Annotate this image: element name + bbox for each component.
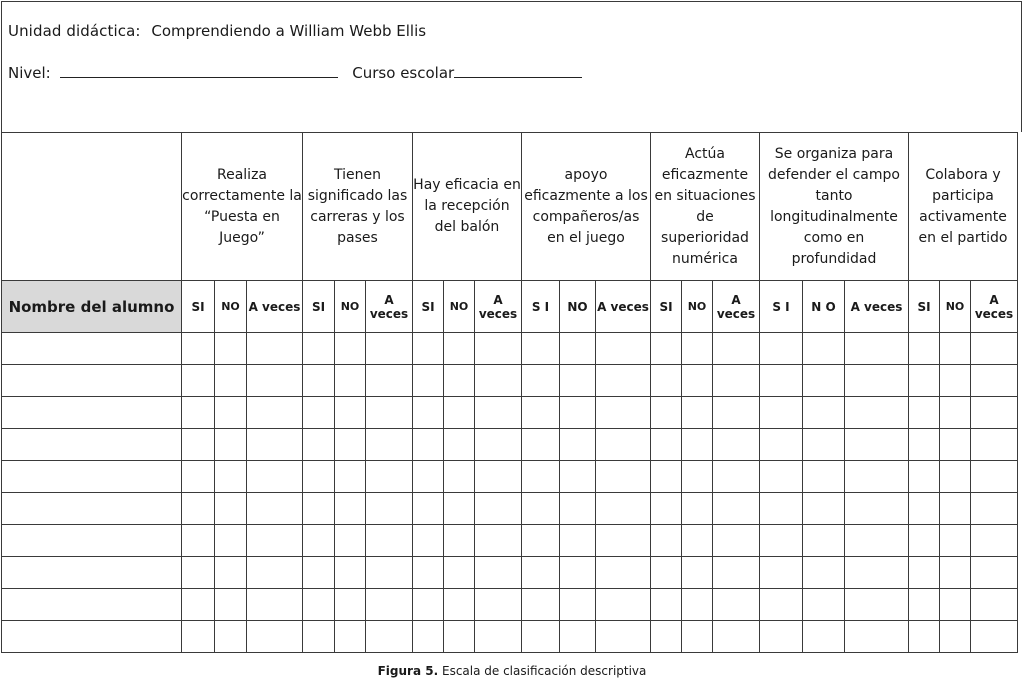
rating-cell[interactable] [845, 589, 909, 621]
option-a-veces: A veces [475, 281, 522, 333]
rating-cell[interactable] [335, 429, 366, 461]
student-name-cell[interactable] [2, 589, 182, 621]
rating-cell[interactable] [335, 365, 366, 397]
student-name-cell[interactable] [2, 461, 182, 493]
rating-cell[interactable] [215, 429, 247, 461]
criterion-header: Se organiza para defender el campo tanto longitudinalmente como en profundidad [760, 133, 909, 281]
rating-cell[interactable] [909, 429, 940, 461]
rating-cell[interactable] [651, 365, 682, 397]
rating-cell[interactable] [182, 525, 215, 557]
criterion-header: Tienen significado las carreras y los pases [303, 133, 413, 281]
rating-cell[interactable] [596, 557, 651, 589]
rating-cell[interactable] [909, 557, 940, 589]
rating-cell[interactable] [215, 333, 247, 365]
rating-cell[interactable] [444, 461, 475, 493]
rating-cell[interactable] [803, 589, 845, 621]
rating-cell[interactable] [596, 589, 651, 621]
student-name-cell[interactable] [2, 557, 182, 589]
rating-cell[interactable] [971, 525, 1018, 557]
rating-cell[interactable] [760, 333, 803, 365]
rating-cell[interactable] [971, 589, 1018, 621]
student-rows [2, 333, 1018, 653]
options-header-row [2, 281, 1018, 333]
student-row [2, 429, 1018, 461]
rating-cell[interactable] [366, 621, 413, 653]
rating-cell[interactable] [247, 493, 303, 525]
rating-cell[interactable] [940, 621, 971, 653]
rating-cell[interactable] [444, 333, 475, 365]
rating-cell[interactable] [971, 397, 1018, 429]
rating-cell[interactable] [522, 589, 560, 621]
option-a-veces: A veces [366, 281, 413, 333]
option-si: S I [760, 281, 803, 333]
student-row [2, 589, 1018, 621]
rating-cell[interactable] [760, 461, 803, 493]
rating-cell[interactable] [522, 365, 560, 397]
option-a-veces: A veces [845, 281, 909, 333]
rating-cell[interactable] [940, 589, 971, 621]
rating-cell[interactable] [247, 461, 303, 493]
rating-cell[interactable] [596, 525, 651, 557]
rating-cell[interactable] [940, 333, 971, 365]
rating-cell[interactable] [247, 365, 303, 397]
rating-cell[interactable] [713, 493, 760, 525]
rating-cell[interactable] [182, 461, 215, 493]
rating-cell[interactable] [303, 621, 335, 653]
rating-cell[interactable] [247, 621, 303, 653]
rating-cell[interactable] [651, 557, 682, 589]
rating-cell[interactable] [215, 493, 247, 525]
rating-cell[interactable] [651, 525, 682, 557]
rating-cell[interactable] [940, 557, 971, 589]
rating-cell[interactable] [475, 365, 522, 397]
rating-cell[interactable] [560, 365, 596, 397]
rating-scale-table [1, 132, 1018, 653]
rating-cell[interactable] [182, 333, 215, 365]
rating-cell[interactable] [475, 333, 522, 365]
rating-cell[interactable] [596, 365, 651, 397]
rating-cell[interactable] [713, 429, 760, 461]
frame-right-border [1021, 1, 1022, 132]
rating-cell[interactable] [182, 365, 215, 397]
rating-cell[interactable] [713, 333, 760, 365]
rating-cell[interactable] [682, 397, 713, 429]
rating-cell[interactable] [413, 429, 444, 461]
rating-cell[interactable] [760, 493, 803, 525]
rating-cell[interactable] [247, 557, 303, 589]
rating-cell[interactable] [215, 365, 247, 397]
unidad-value: Comprendiendo a William Webb Ellis [151, 22, 427, 40]
rating-cell[interactable] [303, 557, 335, 589]
rating-cell[interactable] [444, 397, 475, 429]
rating-cell[interactable] [366, 429, 413, 461]
rating-cell[interactable] [303, 429, 335, 461]
option-a-veces: A veces [247, 281, 303, 333]
rating-cell[interactable] [971, 621, 1018, 653]
rating-cell[interactable] [803, 397, 845, 429]
rating-cell[interactable] [651, 493, 682, 525]
rating-cell[interactable] [303, 365, 335, 397]
rating-cell[interactable] [303, 525, 335, 557]
rating-cell[interactable] [522, 429, 560, 461]
rating-cell[interactable] [522, 621, 560, 653]
option-si: SI [651, 281, 682, 333]
rating-cell[interactable] [651, 333, 682, 365]
rating-cell[interactable] [560, 461, 596, 493]
rating-cell[interactable] [182, 621, 215, 653]
option-no: N O [803, 281, 845, 333]
rating-cell[interactable] [303, 493, 335, 525]
rating-cell[interactable] [803, 365, 845, 397]
rating-cell[interactable] [475, 493, 522, 525]
rating-cell[interactable] [909, 493, 940, 525]
rating-cell[interactable] [413, 621, 444, 653]
rating-cell[interactable] [596, 493, 651, 525]
rating-cell[interactable] [444, 525, 475, 557]
rating-cell[interactable] [560, 429, 596, 461]
unidad-line [8, 22, 426, 40]
rating-cell[interactable] [713, 589, 760, 621]
rating-cell[interactable] [845, 493, 909, 525]
rating-cell[interactable] [182, 397, 215, 429]
rating-cell[interactable] [475, 621, 522, 653]
rating-cell[interactable] [475, 589, 522, 621]
option-si: SI [303, 281, 335, 333]
rating-cell[interactable] [335, 333, 366, 365]
rating-cell[interactable] [182, 557, 215, 589]
rating-cell[interactable] [803, 557, 845, 589]
rating-cell[interactable] [713, 397, 760, 429]
rating-cell[interactable] [803, 621, 845, 653]
rating-cell[interactable] [760, 589, 803, 621]
rating-cell[interactable] [845, 365, 909, 397]
blank-corner-cell [2, 133, 182, 281]
student-row [2, 557, 1018, 589]
rating-cell[interactable] [475, 429, 522, 461]
rating-cell[interactable] [215, 621, 247, 653]
rating-cell[interactable] [522, 525, 560, 557]
rating-cell[interactable] [413, 589, 444, 621]
rating-cell[interactable] [335, 621, 366, 653]
rating-cell[interactable] [522, 461, 560, 493]
rating-cell[interactable] [522, 557, 560, 589]
rating-cell[interactable] [682, 557, 713, 589]
option-no: NO [444, 281, 475, 333]
student-row [2, 525, 1018, 557]
rating-cell[interactable] [713, 621, 760, 653]
rating-cell[interactable] [413, 461, 444, 493]
rating-cell[interactable] [413, 525, 444, 557]
rating-cell[interactable] [682, 589, 713, 621]
rating-cell[interactable] [366, 557, 413, 589]
figure-caption-text: Escala de clasificación descriptiva [441, 664, 647, 678]
rating-cell[interactable] [335, 493, 366, 525]
criterion-header: Realiza correctamente la “Puesta en Juego” [182, 133, 303, 281]
rating-cell[interactable] [596, 429, 651, 461]
rating-cell[interactable] [940, 525, 971, 557]
rating-cell[interactable] [760, 429, 803, 461]
rating-cell[interactable] [303, 397, 335, 429]
name-column-header: Nombre del alumno [2, 281, 182, 333]
curso-label: Curso escolar [352, 64, 455, 82]
criterion-header: apoyo eficazmente a los compañeros/as en el juego [522, 133, 651, 281]
rating-cell[interactable] [303, 589, 335, 621]
criterion-header: Actúa eficazmente en situaciones de superioridad numérica [651, 133, 760, 281]
rating-cell[interactable] [303, 461, 335, 493]
option-si: SI [182, 281, 215, 333]
option-a-veces: A veces [596, 281, 651, 333]
student-name-cell[interactable] [2, 333, 182, 365]
rating-cell[interactable] [335, 461, 366, 493]
rating-cell[interactable] [760, 557, 803, 589]
rating-cell[interactable] [803, 461, 845, 493]
rating-cell[interactable] [182, 429, 215, 461]
figure-caption [0, 664, 1024, 678]
rating-cell[interactable] [444, 493, 475, 525]
rating-cell[interactable] [713, 461, 760, 493]
rating-cell[interactable] [413, 493, 444, 525]
rating-cell[interactable] [682, 525, 713, 557]
rating-cell[interactable] [651, 397, 682, 429]
rating-cell[interactable] [335, 525, 366, 557]
rating-cell[interactable] [760, 621, 803, 653]
option-no: NO [682, 281, 713, 333]
rating-cell[interactable] [560, 589, 596, 621]
rating-cell[interactable] [215, 589, 247, 621]
rating-cell[interactable] [651, 429, 682, 461]
rating-cell[interactable] [366, 365, 413, 397]
rating-cell[interactable] [247, 429, 303, 461]
rating-cell[interactable] [560, 333, 596, 365]
rating-cell[interactable] [760, 365, 803, 397]
rating-cell[interactable] [303, 333, 335, 365]
rating-cell[interactable] [971, 493, 1018, 525]
rating-cell[interactable] [366, 589, 413, 621]
rating-cell[interactable] [335, 589, 366, 621]
option-no: NO [335, 281, 366, 333]
rating-cell[interactable] [713, 525, 760, 557]
frame-left-border [1, 1, 2, 132]
rating-cell[interactable] [444, 621, 475, 653]
rating-cell[interactable] [182, 589, 215, 621]
rating-cell[interactable] [444, 365, 475, 397]
rating-cell[interactable] [366, 493, 413, 525]
criterion-header: Hay eficacia en la recepción del balón [413, 133, 522, 281]
rating-cell[interactable] [247, 397, 303, 429]
rating-cell[interactable] [413, 397, 444, 429]
rating-cell[interactable] [522, 397, 560, 429]
student-name-cell[interactable] [2, 525, 182, 557]
rating-cell[interactable] [845, 461, 909, 493]
rating-cell[interactable] [909, 397, 940, 429]
option-no: NO [940, 281, 971, 333]
rating-cell[interactable] [760, 397, 803, 429]
rating-cell[interactable] [247, 589, 303, 621]
rating-cell[interactable] [909, 333, 940, 365]
rating-cell[interactable] [444, 557, 475, 589]
rating-cell[interactable] [971, 461, 1018, 493]
curso-blank-field[interactable] [454, 65, 582, 78]
student-row [2, 461, 1018, 493]
rating-cell[interactable] [682, 493, 713, 525]
rating-cell[interactable] [909, 589, 940, 621]
option-a-veces: A veces [713, 281, 760, 333]
student-name-cell[interactable] [2, 493, 182, 525]
rating-cell[interactable] [366, 397, 413, 429]
rating-cell[interactable] [845, 429, 909, 461]
rating-cell[interactable] [713, 365, 760, 397]
criteria-header-row [2, 133, 1018, 281]
rating-cell[interactable] [215, 557, 247, 589]
rating-cell[interactable] [971, 557, 1018, 589]
rating-cell[interactable] [713, 557, 760, 589]
nivel-blank-field[interactable] [60, 65, 338, 78]
rating-cell[interactable] [940, 397, 971, 429]
rating-cell[interactable] [845, 333, 909, 365]
rating-cell[interactable] [560, 557, 596, 589]
rating-cell[interactable] [596, 397, 651, 429]
rating-cell[interactable] [971, 333, 1018, 365]
student-name-cell[interactable] [2, 397, 182, 429]
rating-cell[interactable] [651, 589, 682, 621]
rating-cell[interactable] [596, 333, 651, 365]
figure-label: Figura 5. [377, 664, 439, 678]
rating-cell[interactable] [682, 333, 713, 365]
student-row [2, 397, 1018, 429]
option-no: NO [215, 281, 247, 333]
rating-cell[interactable] [971, 429, 1018, 461]
rating-cell[interactable] [475, 557, 522, 589]
unidad-label: Unidad didáctica: [8, 22, 141, 40]
rating-cell[interactable] [596, 621, 651, 653]
rating-cell[interactable] [247, 333, 303, 365]
rating-cell[interactable] [522, 493, 560, 525]
rating-cell[interactable] [444, 429, 475, 461]
rating-cell[interactable] [215, 525, 247, 557]
rating-cell[interactable] [475, 525, 522, 557]
rating-cell[interactable] [560, 621, 596, 653]
rating-cell[interactable] [215, 461, 247, 493]
student-row [2, 621, 1018, 653]
student-row [2, 333, 1018, 365]
rating-cell[interactable] [845, 621, 909, 653]
option-no: NO [560, 281, 596, 333]
rating-cell[interactable] [803, 333, 845, 365]
rating-cell[interactable] [845, 397, 909, 429]
student-row [2, 365, 1018, 397]
rating-cell[interactable] [413, 365, 444, 397]
student-name-cell[interactable] [2, 621, 182, 653]
option-si: SI [909, 281, 940, 333]
rating-cell[interactable] [444, 589, 475, 621]
student-name-cell[interactable] [2, 365, 182, 397]
rating-cell[interactable] [909, 621, 940, 653]
rating-cell[interactable] [803, 525, 845, 557]
rating-cell[interactable] [682, 429, 713, 461]
frame-top-border [1, 1, 1022, 2]
rating-cell[interactable] [909, 525, 940, 557]
rating-cell[interactable] [522, 333, 560, 365]
rating-cell[interactable] [971, 365, 1018, 397]
rating-cell[interactable] [682, 461, 713, 493]
rating-cell[interactable] [940, 365, 971, 397]
rating-cell[interactable] [366, 333, 413, 365]
rating-cell[interactable] [651, 621, 682, 653]
rating-cell[interactable] [845, 525, 909, 557]
rating-cell[interactable] [215, 397, 247, 429]
rating-cell[interactable] [909, 365, 940, 397]
rating-cell[interactable] [682, 365, 713, 397]
rating-cell[interactable] [475, 397, 522, 429]
rating-cell[interactable] [651, 461, 682, 493]
rating-cell[interactable] [560, 493, 596, 525]
rating-cell[interactable] [760, 525, 803, 557]
nivel-line [8, 64, 582, 82]
rating-cell[interactable] [560, 397, 596, 429]
rating-cell[interactable] [366, 525, 413, 557]
rating-cell[interactable] [182, 493, 215, 525]
rating-cell[interactable] [909, 461, 940, 493]
option-a-veces: A veces [971, 281, 1018, 333]
rating-cell[interactable] [335, 557, 366, 589]
rating-cell[interactable] [940, 429, 971, 461]
rating-cell[interactable] [366, 461, 413, 493]
rating-cell[interactable] [413, 333, 444, 365]
rating-cell[interactable] [247, 525, 303, 557]
rating-cell[interactable] [682, 621, 713, 653]
rating-cell[interactable] [560, 525, 596, 557]
rating-cell[interactable] [803, 429, 845, 461]
student-row [2, 493, 1018, 525]
rating-cell[interactable] [596, 461, 651, 493]
rating-cell[interactable] [335, 397, 366, 429]
option-si: S I [522, 281, 560, 333]
rating-cell[interactable] [475, 461, 522, 493]
rating-cell[interactable] [845, 557, 909, 589]
rating-cell[interactable] [940, 493, 971, 525]
rating-cell[interactable] [940, 461, 971, 493]
student-name-cell[interactable] [2, 429, 182, 461]
rating-cell[interactable] [803, 493, 845, 525]
nivel-label: Nivel: [8, 64, 51, 82]
criterion-header: Colabora y participa activamente en el partido [909, 133, 1018, 281]
rating-cell[interactable] [413, 557, 444, 589]
option-si: SI [413, 281, 444, 333]
